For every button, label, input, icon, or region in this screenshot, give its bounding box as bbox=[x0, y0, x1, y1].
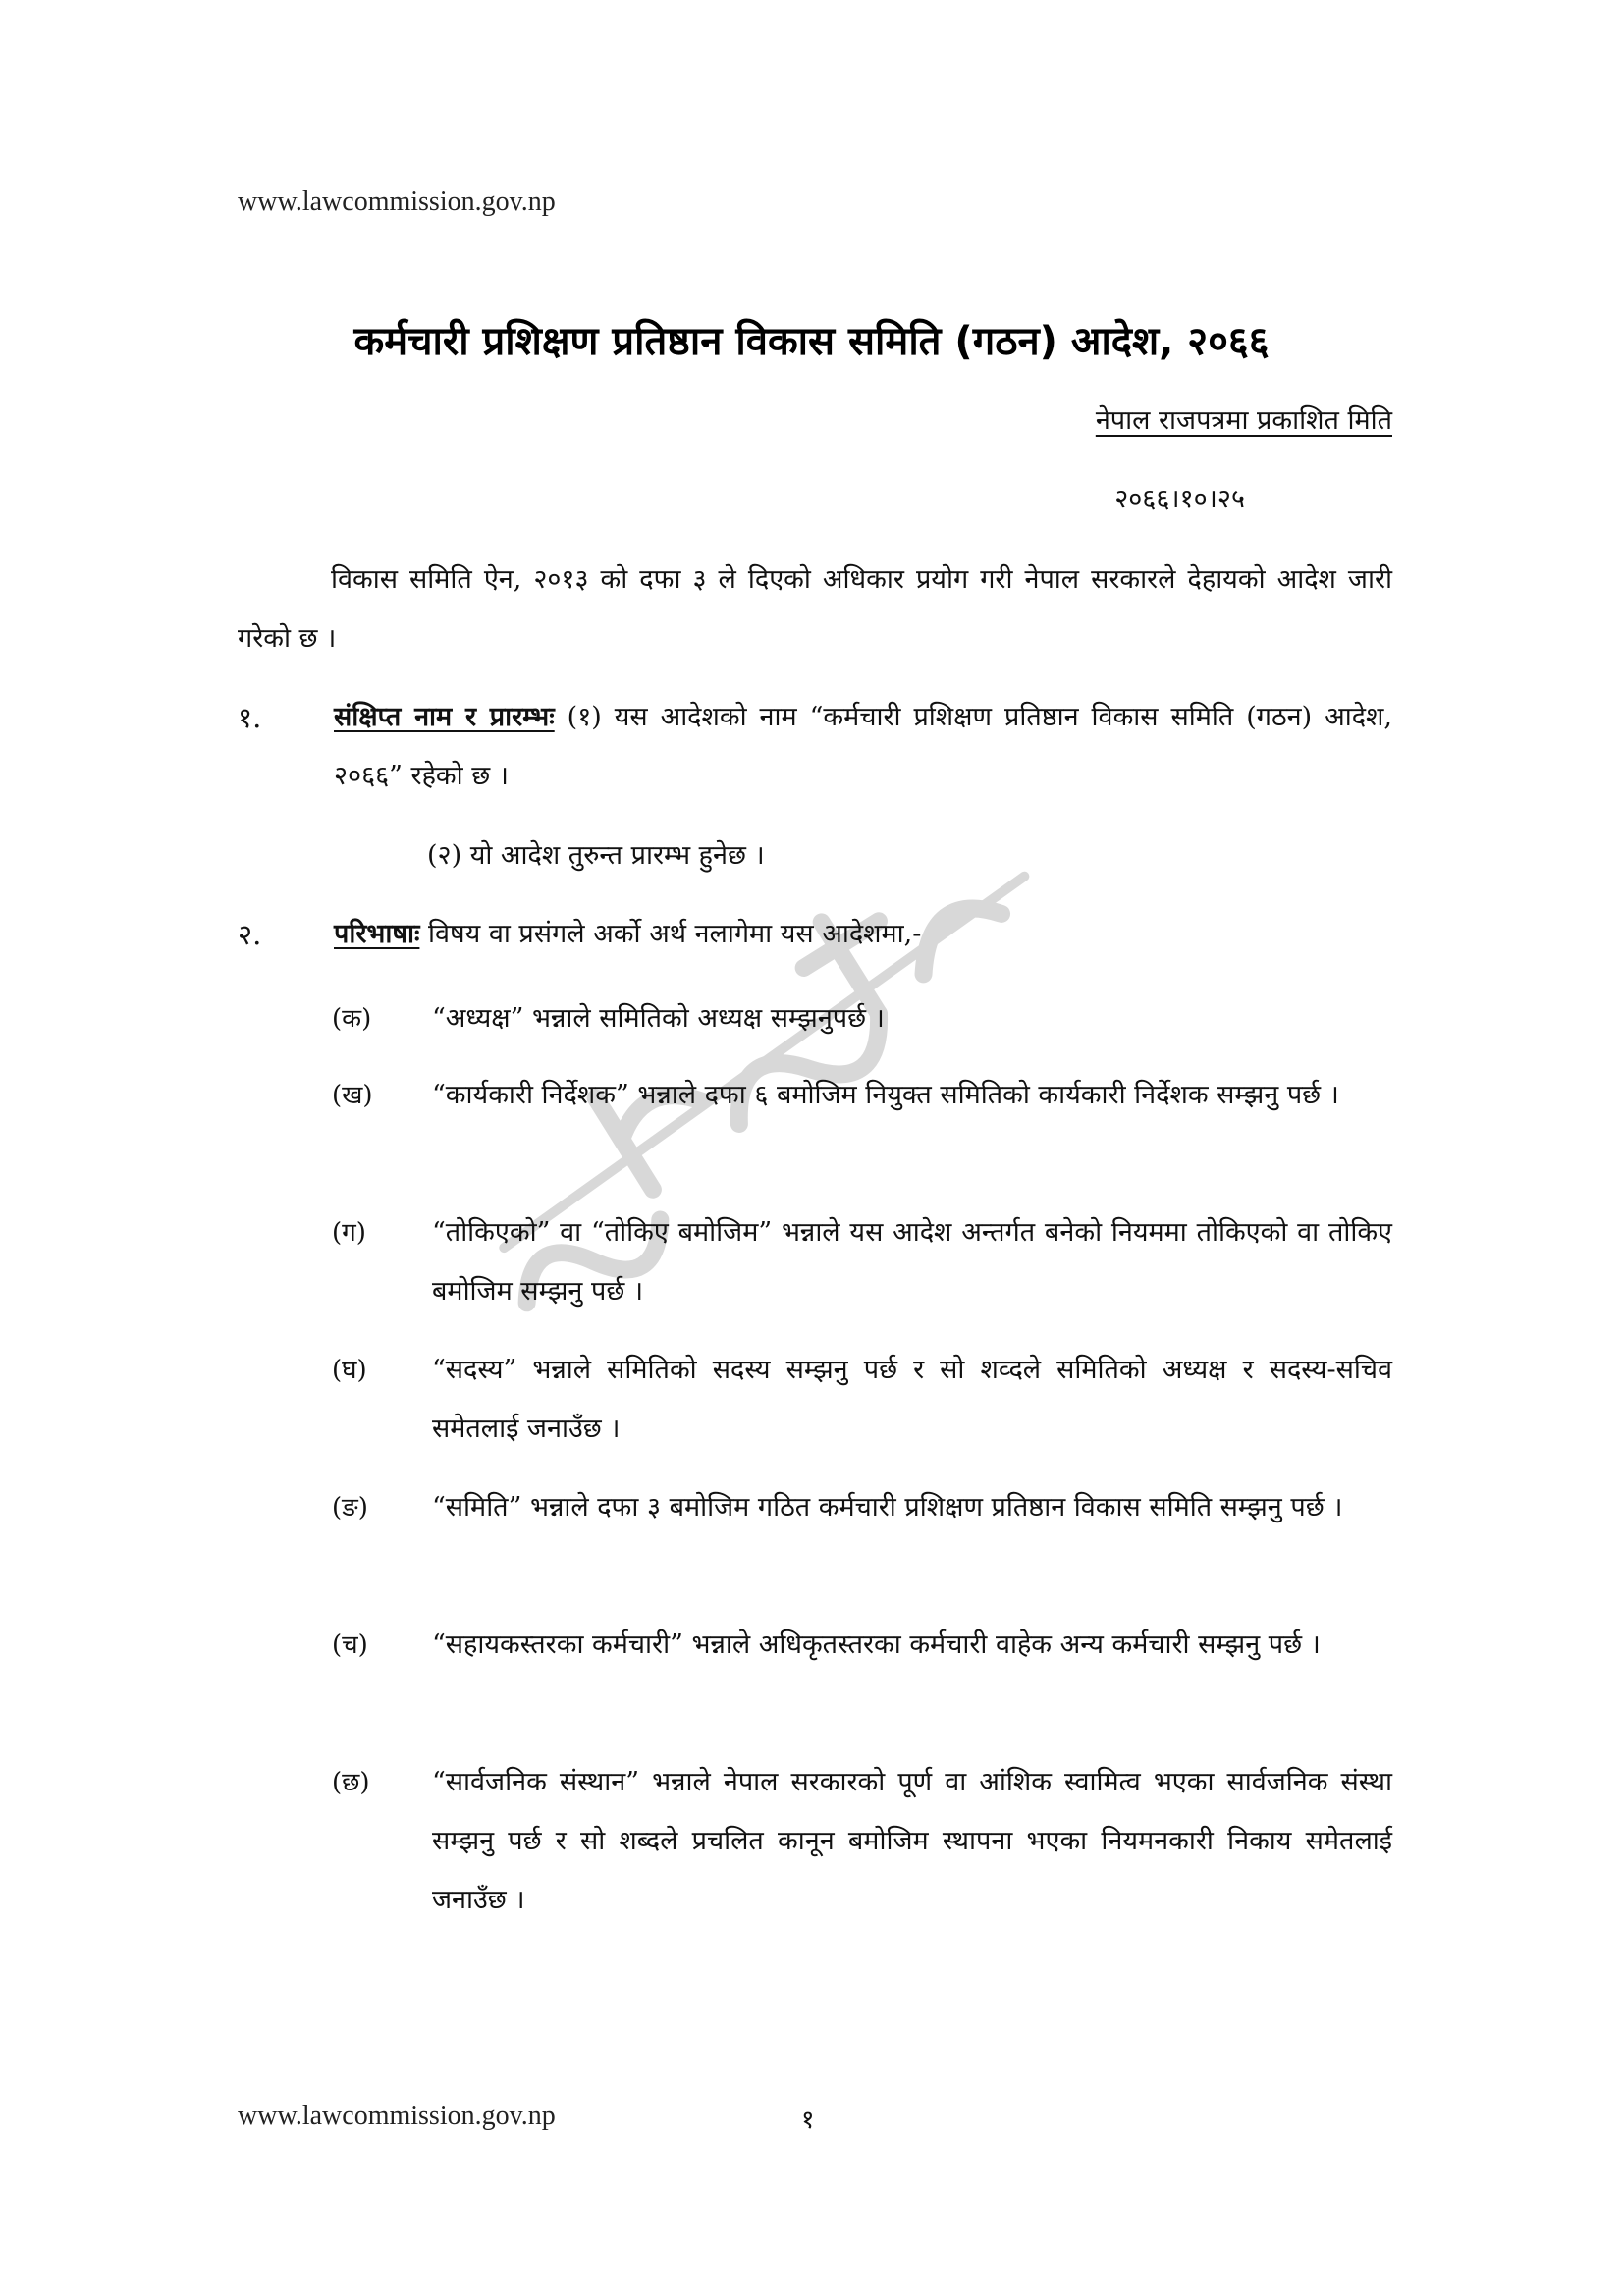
section-short-title bbox=[334, 688, 1392, 806]
definition-label: (च) bbox=[332, 1630, 368, 1660]
definition-label: (घ) bbox=[332, 1356, 367, 1385]
definition-text: “अध्यक्ष” भन्नाले समितिको अध्यक्ष सम्झनुपर्छ । bbox=[432, 1003, 885, 1034]
section-body: (१) यस आदेशको नाम “कर्मचारी प्रशिक्षण प्रतिष्ठान विकास समिति (गठन) आदेश, २०६६” रहेको छ । bbox=[334, 702, 1392, 791]
definition-text: “सार्वजनिक संस्थान” भन्नाले नेपाल सरकारको पूर्ण वा आंशिक स्वामित्व भएका सार्वजनिक संस्था सम्झनु पर्छ र सो शब्दले प्रचलित कानून बमोजिम स्थापना भएका नियमनकारी निकाय समेतलाई जनाउँछ । bbox=[432, 1767, 1392, 1915]
definition-text: “सहायकस्तरका कर्मचारी” भन्नाले अधिकृतस्तरका कर्मचारी वाहेक अन्य कर्मचारी सम्झनु पर्छ । bbox=[432, 1629, 1321, 1660]
definition-label: (छ) bbox=[332, 1768, 370, 1797]
section-definitions bbox=[334, 905, 1392, 964]
definition-text: “कार्यकारी निर्देशक” भन्नाले दफा ६ बमोजिम नियुक्त समितिको कार्यकारी निर्देशक सम्झनु पर्छ । bbox=[432, 1080, 1339, 1110]
definition-label: (ङ) bbox=[332, 1493, 368, 1522]
page-title: कर्मचारी प्रशिक्षण प्रतिष्ठान विकास समिति (गठन) आदेश, २०६६ bbox=[353, 319, 1270, 364]
definition-text: “सदस्य” भन्नाले समितिको सदस्य सम्झनु पर्छ र सो शव्दले समितिको अध्यक्ष र सदस्य-सचिव समेतलाई जनाउँछ । bbox=[432, 1355, 1392, 1444]
header-url: www.lawcommission.gov.np bbox=[238, 187, 556, 217]
publication-label: नेपाल राजपत्रमा प्रकाशित मिति bbox=[1095, 405, 1392, 436]
definition-text: “समिति” भन्नाले दफा ३ बमोजिम गठित कर्मचारी प्रशिक्षण प्रतिष्ठान विकास समिति सम्झनु पर्छ । bbox=[432, 1492, 1343, 1522]
definition-label: (ग) bbox=[332, 1218, 366, 1248]
page-number: १ bbox=[801, 2106, 815, 2135]
definition-label: (ख) bbox=[332, 1081, 373, 1110]
section-heading: संक्षिप्त नाम र प्रारम्भः bbox=[334, 702, 555, 732]
section-heading: परिभाषाः bbox=[334, 919, 420, 949]
preamble: विकास समिति ऐन, २०१३ को दफा ३ ले दिएको अधिकार प्रयोग गरी नेपाल सरकारले देहायको आदेश जारी गरेको छ । bbox=[238, 564, 1392, 654]
definition-text: “तोकिएको” वा “तोकिए बमोजिम” भन्नाले यस आदेश अन्तर्गत बनेको नियममा तोकिएको वा तोकिए बमोजिम सम्झनु पर्छ । bbox=[432, 1217, 1392, 1307]
definition-label: (क) bbox=[332, 1004, 372, 1034]
publication-date: २०६६।१०।२५ bbox=[1114, 484, 1245, 514]
section-number: २. bbox=[238, 918, 262, 951]
section-subclause: (२) यो आदेश तुरुन्त प्रारम्भ हुनेछ । bbox=[427, 840, 765, 871]
footer-url: www.lawcommission.gov.np bbox=[238, 2101, 556, 2131]
section-number: १. bbox=[238, 701, 262, 734]
section-body: विषय वा प्रसंगले अर्को अर्थ नलागेमा यस आदेशमा,- bbox=[419, 919, 922, 949]
